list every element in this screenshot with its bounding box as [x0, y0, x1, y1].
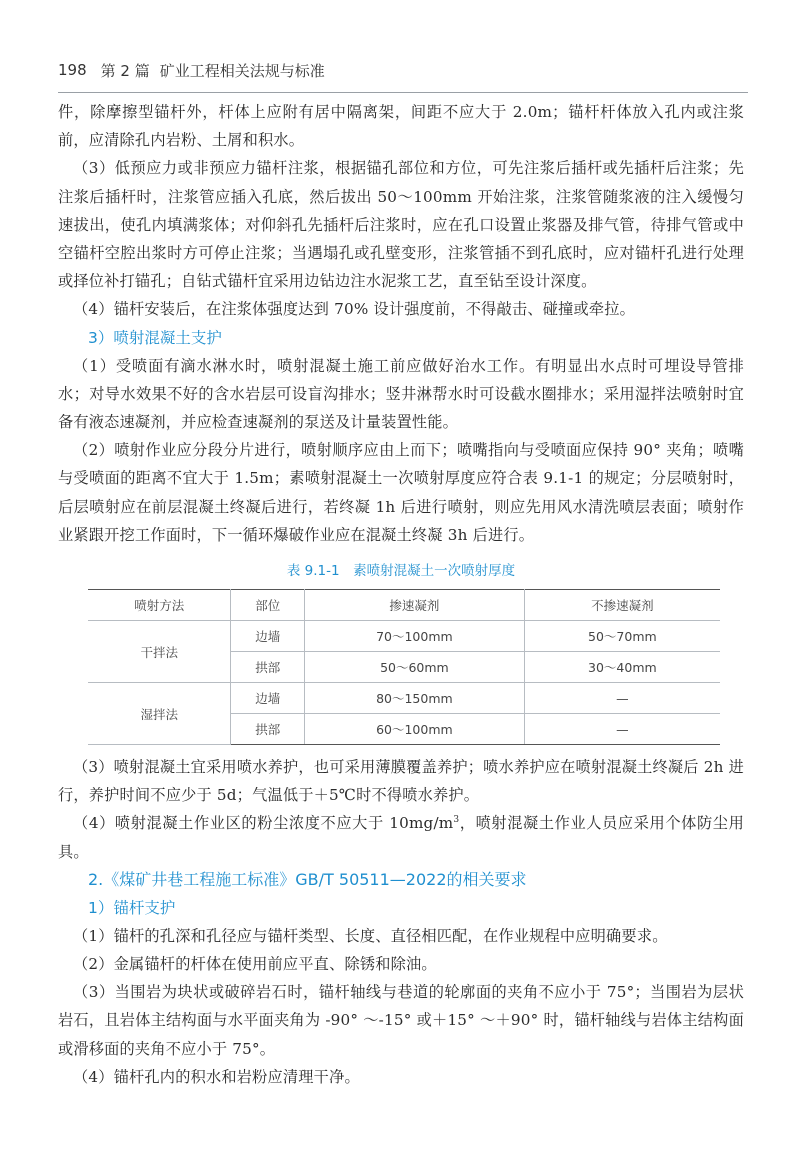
table-cell: 边墙	[231, 621, 305, 652]
table-cell: 边墙	[231, 683, 305, 714]
table-header-cell: 喷射方法	[88, 590, 231, 621]
paragraph: （4）锚杆孔内的积水和岩粉应清理干净。	[73, 1067, 360, 1086]
table-row	[88, 683, 720, 714]
subsection-heading: 3）喷射混凝土支护	[88, 328, 222, 347]
table-cell: 拱部	[231, 714, 305, 745]
paragraph-text: ，喷射混凝土作业人员应采用个体防尘用具。	[58, 814, 744, 861]
paragraph: （4）锚杆安装后，在注浆体强度达到 70% 设计强度前，不得敲击、碰撞或牵拉。	[73, 300, 636, 319]
paragraph: 件，除摩擦型锚杆外，杆体上应附有居中隔离架，间距不应大于 2.0m；锚杆杆体放入孔内或注浆前，应清除孔内岩粉、土屑和积水。	[58, 103, 744, 150]
table-cell-method: 湿拌法	[88, 683, 231, 745]
table-cell: 80～150mm	[305, 683, 525, 714]
table-cell: 50～70mm	[524, 621, 720, 652]
table-caption: 表 9.1-1 素喷射混凝土一次喷射厚度	[286, 563, 516, 580]
subsection-heading: 1）锚杆支护	[88, 898, 176, 917]
thickness-table	[88, 589, 720, 745]
table-row	[88, 621, 720, 652]
table-cell: —	[524, 683, 720, 714]
paragraph-text: （4）喷射混凝土作业区的粉尘浓度不应大于 10mg/m	[73, 814, 454, 833]
table-header-cell: 部位	[231, 590, 305, 621]
chapter-label: 第 2 篇	[100, 61, 150, 80]
paragraph: （3）低预应力或非预应力锚杆注浆，根据锚孔部位和方位，可先注浆后插杆或先插杆后注浆；先注浆后插杆时，注浆管应插入孔底，然后拔出 50～100mm 开始注浆，注浆管随浆液的注入缓慢匀速拔出，使孔内填满浆体；对仰斜孔先插杆后注浆时，应在孔口设置止浆器及排气管，待排气管或中空锚杆空腔出浆时方可停止注浆；当遇塌孔或孔壁变形，注浆管插不到孔底时，应对锚杆孔进行处理或择位补打锚孔；自钻式锚杆宜采用边钻边注水泥浆工艺，直至钻至设计深度。	[58, 159, 744, 291]
paragraph: （1）锚杆的孔深和孔径应与锚杆类型、长度、直径相匹配，在作业规程中应明确要求。	[73, 926, 668, 945]
table-cell: 60～100mm	[305, 714, 525, 745]
header-divider	[58, 92, 748, 93]
superscript: 3	[453, 815, 460, 826]
table-cell: —	[524, 714, 720, 745]
table-header-cell: 不掺速凝剂	[524, 590, 720, 621]
table-cell: 30～40mm	[524, 652, 720, 683]
paragraph: （2）喷射作业应分段分片进行，喷射顺序应由上而下；喷嘴指向与受喷面应保持 90° 夹角；喷嘴与受喷面的距离不宜大于 1.5m；素喷射混凝土一次喷射厚度应符合表 9.1-1 的规定；分层喷射时，后层喷射应在前层混凝土终凝后进行，若终凝 1h 后进行喷射，则应先用风水清洗喷层表面；喷射作业紧跟开挖工作面时，下一循环爆破作业应在混凝土终凝 3h 后进行。	[58, 441, 744, 544]
table-cell: 拱部	[231, 652, 305, 683]
paragraph: （3）当围岩为块状或破碎岩石时，锚杆轴线与巷道的轮廓面的夹角不应小于 75°；当围岩为层状岩石，且岩体主结构面与水平面夹角为 -90° ～-15° 或＋15° ～＋90° 时，锚杆轴线与岩体主结构面或滑移面的夹角不应小于 75°。	[58, 983, 744, 1058]
page-content	[58, 98, 744, 1091]
table-header-row	[88, 590, 720, 621]
page-header	[58, 58, 748, 82]
section-heading: 2.《煤矿井巷工程施工标准》GB/T 50511—2022的相关要求	[88, 869, 527, 889]
paragraph: （1）受喷面有滴水淋水时，喷射混凝土施工前应做好治水工作。有明显出水点时可埋设导管排水；对导水效果不好的含水岩层可设盲沟排水；竖井淋帮水时可设截水圈排水；采用湿拌法喷射时宜备有液态速凝剂，并应检查速凝剂的泵送及计量装置性能。	[58, 356, 744, 432]
table-cell-method: 干拌法	[88, 621, 231, 683]
table-cell: 70～100mm	[305, 621, 525, 652]
chapter-title: 矿业工程相关法规与标准	[159, 61, 325, 80]
paragraph	[58, 809, 744, 865]
paragraph: （3）喷射混凝土宜采用喷水养护，也可采用薄膜覆盖养护；喷水养护应在喷射混凝土终凝后 2h 进行，养护时间不应少于 5d；气温低于＋5℃时不得喷水养护。	[58, 758, 744, 805]
table-header-cell: 掺速凝剂	[305, 590, 525, 621]
paragraph: （2）金属锚杆的杆体在使用前应平直、除锈和除油。	[73, 955, 437, 974]
page-number: 198	[58, 61, 87, 79]
table-cell: 50～60mm	[305, 652, 525, 683]
table-section	[58, 561, 744, 745]
